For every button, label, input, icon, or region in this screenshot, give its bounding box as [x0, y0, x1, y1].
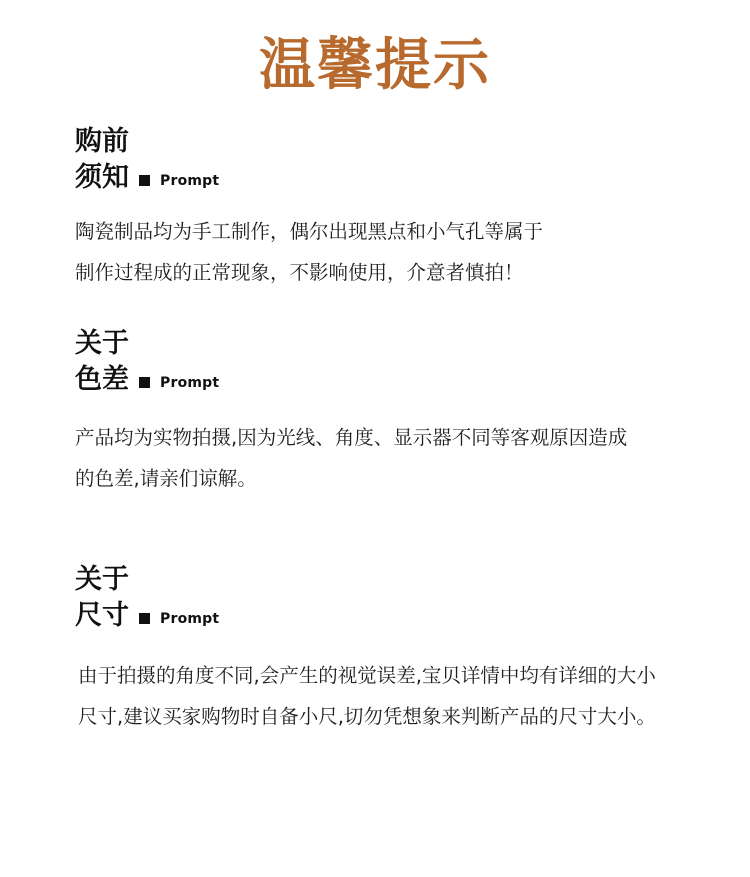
section-heading-line2: 须知	[75, 162, 129, 193]
section-body	[75, 211, 725, 293]
body-line: 尺寸,建议买家购物时自备小尺,切勿凭想象来判断产品的尺寸大小。	[78, 704, 656, 728]
prompt-tag-label: Prompt	[160, 610, 220, 627]
section-heading-line2: 色差	[75, 364, 129, 395]
prompt-tag	[139, 163, 219, 199]
body-line: 由于拍摄的角度不同,会产生的视觉误差,宝贝详情中均有详细的大小	[78, 663, 656, 687]
square-bullet-icon	[139, 175, 150, 186]
section-heading-line1: 关于	[75, 328, 129, 359]
section-heading-line1: 购前	[75, 126, 129, 157]
body-line: 制作过程成的正常现象，不影响使用，介意者慎拍！	[75, 260, 524, 284]
body-line: 陶瓷制品均为手工制作，偶尔出现黑点和小气孔等属于	[75, 219, 544, 243]
square-bullet-icon	[139, 377, 150, 388]
section-body	[75, 417, 725, 499]
section-color-difference	[75, 326, 725, 499]
section-body	[75, 655, 725, 737]
prompt-tag	[139, 601, 219, 637]
section-heading-line2-row	[75, 362, 725, 399]
prompt-tag-label: Prompt	[160, 172, 220, 189]
section-heading-line2-row	[75, 160, 725, 197]
body-line: 产品均为实物拍摄,因为光线、角度、显示器不同等客观原因造成	[75, 425, 628, 449]
section-purchase-notice	[75, 124, 725, 293]
page-title: 温馨提示	[259, 32, 491, 98]
section-size	[75, 562, 725, 737]
section-heading-line2-row	[75, 598, 725, 635]
section-heading-line2: 尺寸	[75, 600, 129, 631]
prompt-tag-label: Prompt	[160, 374, 220, 391]
square-bullet-icon	[139, 613, 150, 624]
body-line: 的色差,请亲们谅解。	[75, 466, 257, 490]
section-heading-line1: 关于	[75, 564, 129, 595]
prompt-tag	[139, 365, 219, 401]
